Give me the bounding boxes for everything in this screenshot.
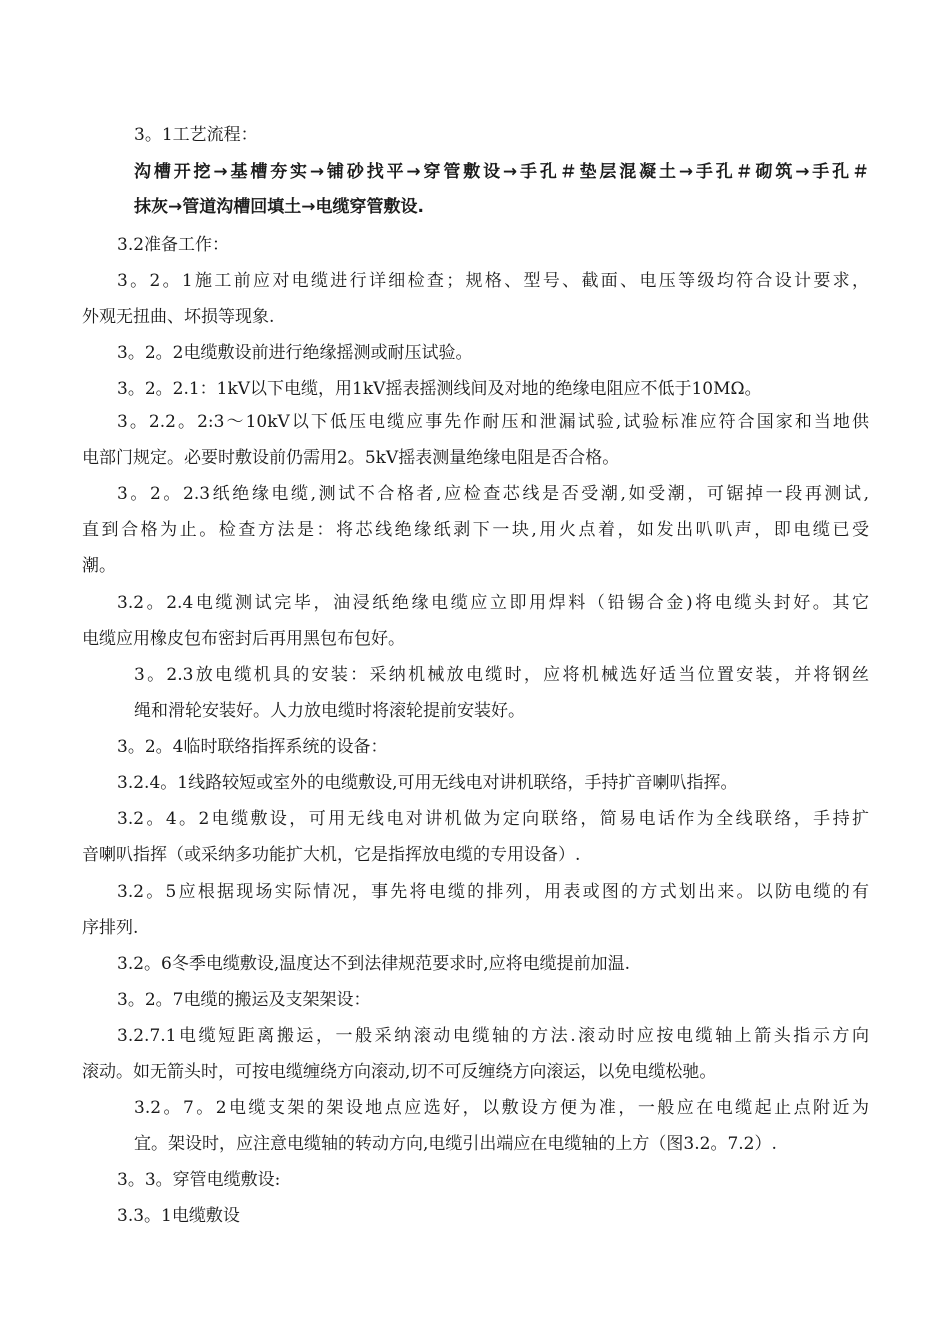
paragraph-3-2-6: 3.2。6冬季电缆敷设,温度达不到法律规范要求时,应将电缆提前加温. [117,954,631,974]
paragraph-3-2-2-1: 3。2。2.1：1kV以下电缆，用1kV摇表摇测线间及对地的绝缘电阻应不低于10MΩ。 [117,379,762,399]
paragraph-3-2-1-line-2: 外观无扭曲、坏损等现象. [82,307,275,327]
paragraph-3-2-7-2-line-1: 3.2。7。2电缆支架的架设地点应选好，以敷设方便为准，一般应在电缆起止点附近为 [134,1098,869,1118]
paragraph-3-2-4-1: 3.2.4。1线路较短或室外的电缆敷设,可用无线电对讲机联络，手持扩音喇叭指挥。 [117,773,738,793]
process-flow-line-2: 抹灰→管道沟槽回填土→电缆穿管敷设. [134,197,424,217]
paragraph-3-2-2-2-line-2: 电部门规定。必要时敷设前仍需用2。5kV摇表测量绝缘电阻是否合格。 [82,448,620,468]
paragraph-3-2-2-4-line-2: 电缆应用橡皮包布密封后再用黑包布包好。 [82,629,405,649]
paragraph-3-2-3-line-1: 3。2.3放电缆机具的安装：采纳机械放电缆时，应将机械选好适当位置安装，并将钢丝 [134,665,869,685]
paragraph-3-2-2: 3。2。2电缆敷设前进行绝缘摇测或耐压试验。 [117,343,473,363]
section-3-3-heading: 3。3。穿管电缆敷设: [117,1170,281,1190]
paragraph-3-2-7-1-line-1: 3.2.7.1电缆短距离搬运，一般采纳滚动电缆轴的方法.滚动时应按电缆轴上箭头指示方向 [117,1026,869,1046]
paragraph-3-2-2-4-line-1: 3.2。2.4电缆测试完毕，油浸纸绝缘电缆应立即用焊料（铅锡合金)将电缆头封好。其它 [117,593,869,613]
paragraph-3-2-2-3-line-1: 3。2。2.3纸绝缘电缆,测试不合格者,应检查芯线是否受潮,如受潮，可锯掉一段再测试, [117,484,869,504]
paragraph-3-2-5-line-2: 序排列. [82,918,139,938]
paragraph-3-2-7-1-line-2: 滚动。如无箭头时，可按电缆缠绕方向滚动,切不可反缠绕方向滚运，以免电缆松驰。 [82,1062,717,1082]
paragraph-3-2-2-3-line-3: 潮。 [82,556,116,576]
paragraph-3-2-1-line-1: 3。2。1施工前应对电缆进行详细检查；规格、型号、截面、电压等级均符合设计要求， [117,271,869,291]
paragraph-3-2-2-3-line-2: 直到合格为止。检查方法是：将芯线绝缘纸剥下一块,用火点着，如发出叭叭声，即电缆已受 [82,520,869,540]
paragraph-3-2-7: 3。2。7电缆的搬运及支架架设： [117,990,371,1010]
section-3-1-heading: 3。1工艺流程： [134,125,258,145]
paragraph-3-2-4-2-line-2: 音喇叭指挥（或采纳多功能扩大机，它是指挥放电缆的专用设备）. [82,845,581,865]
process-flow-line-1: 沟槽开挖→基槽夯实→铺砂找平→穿管敷设→手孔＃垫层混凝土→手孔＃砌筑→手孔＃ [134,162,869,182]
paragraph-3-2-7-2-line-2: 宜。架设时，应注意电缆轴的转动方向,电缆引出端应在电缆轴的上方（图3.2。7.2）. [134,1134,777,1154]
paragraph-3-2-5-line-1: 3.2。5应根据现场实际情况，事先将电缆的排列，用表或图的方式划出来。以防电缆的有 [117,882,869,902]
section-3-2-heading: 3.2准备工作： [117,235,230,255]
paragraph-3-2-2-2-line-1: 3。2.2。2:3～10kV以下低压电缆应事先作耐压和泄漏试验,试验标准应符合国家和当地供 [117,412,869,432]
paragraph-3-3-1: 3.3。1电缆敷设 [117,1206,240,1226]
paragraph-3-2-4-2-line-1: 3.2。4。2电缆敷设，可用无线电对讲机做为定向联络，简易电话作为全线联络，手持扩 [117,809,869,829]
paragraph-3-2-3-line-2: 绳和滑轮安装好。人力放电缆时将滚轮提前安装好。 [134,701,525,721]
paragraph-3-2-4: 3。2。4临时联络指挥系统的设备： [117,737,388,757]
